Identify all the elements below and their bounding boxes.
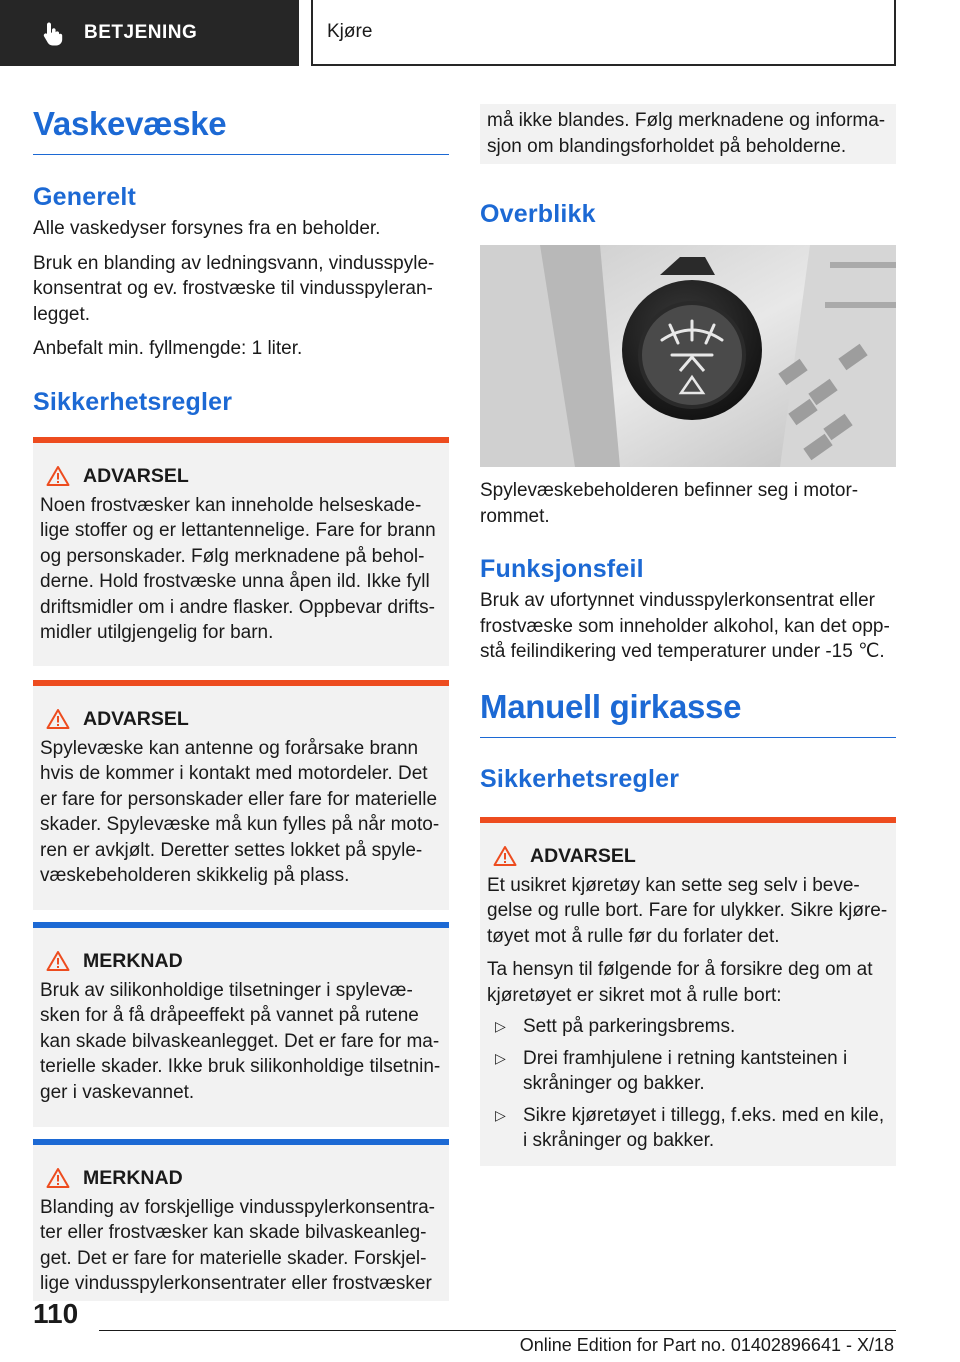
paragraph: Bruk av ufortynnet vindusspylerkonsentrat eller frostvæske som inneholder alkohol, kan det opp-stå feilindikering ved temperaturer under -15 ℃.: [480, 590, 890, 662]
main-heading-vaskevaeske: Vaskevæske: [33, 104, 449, 155]
note-box: [33, 922, 449, 1127]
left-column: [33, 104, 449, 1301]
hand-pointer-icon: [40, 20, 66, 46]
heading-generelt: Generelt: [33, 183, 137, 211]
paragraph: Alle vaskedyser forsynes fra en beholder.: [33, 218, 381, 239]
warning-box: [480, 817, 896, 1166]
list-item: ▷ Sett på parkeringsbrems.: [487, 1014, 888, 1040]
edition-text: Online Edition for Part no. 01402896641 - X/18: [519, 1335, 894, 1355]
warning-triangle-icon: [46, 708, 70, 730]
triangle-bullet-icon: ▷: [495, 1049, 506, 1066]
note-text: Bruk av silikonholdige tilsetninger i spylevæ-sken for å få dråpeeffekt på vannet på rutene kan skade bilvaskeanlegget. Det er fare for ma-terielle skader. Ikke bruk silikonholdige tilsetnin-ger i vaskevannet.: [40, 979, 441, 1103]
warning-triangle-icon: [46, 950, 70, 972]
note-title: MERKNAD: [40, 1167, 441, 1190]
heading-sikkerhetsregler: Sikkerhetsregler: [480, 764, 680, 793]
note-title: MERKNAD: [40, 950, 441, 973]
photo-caption: Spylevæskebeholderen befinner seg i motor-rommet.: [480, 480, 859, 527]
note-text: Blanding av forskjellige vindusspylerkonsentra-ter eller frostvæsker kan skade bilvaskeanleg-get. Det er fare for materielle skader. Forskjel-lige vindusspylerkonsentrater eller frostvæsker: [40, 1196, 435, 1294]
note-box-continued: [480, 104, 896, 164]
chapter-label: Kjøre: [327, 21, 373, 42]
heading-overblikk: Overblikk: [480, 200, 596, 228]
footer-divider: [99, 1330, 896, 1331]
right-column: [480, 104, 896, 1166]
triangle-bullet-icon: ▷: [495, 1106, 506, 1123]
paragraph: Bruk en blanding av ledningsvann, vindusspyle-konsentrat og ev. frostvæske til vindusspyleran-legget.: [33, 252, 435, 325]
washer-reservoir-illustration: [480, 245, 896, 467]
note-box: [33, 1139, 449, 1301]
warning-box: [33, 680, 449, 910]
section-label: BETJENING: [84, 22, 198, 43]
warning-title: ADVARSEL: [40, 708, 441, 731]
warning-triangle-icon: [493, 845, 517, 867]
steps-list: [487, 1014, 888, 1154]
main-heading-manuell-girkasse: Manuell girkasse: [480, 687, 896, 738]
list-item: ▷ Drei framhjulene i retning kantsteinen i skråninger og bakker.: [487, 1046, 888, 1097]
warning-triangle-icon: [46, 465, 70, 487]
heading-funksjonsfeil: Funksjonsfeil: [480, 555, 644, 583]
paragraph: Anbefalt min. fyllmengde: 1 liter.: [33, 338, 303, 359]
page-number: 110: [33, 1298, 79, 1329]
washer-reservoir-photo: [480, 245, 896, 467]
warning-text: Noen frostvæsker kan inneholde helseskade-lige stoffer og er lettantennelige. Fare for brann og personskader. Følg merknadene på behol-derne. Hold frostvæske unna åpen ild. Ikke fyll driftsmidler om i andre flasker. Oppbevar drifts-midler utilgjengelig for barn.: [40, 494, 436, 643]
note-text-continued: må ikke blandes. Følg merknadene og informa-sjon om blandingsforholdet på beholderne.: [487, 110, 886, 157]
warning-title: ADVARSEL: [487, 845, 888, 868]
list-item: ▷ Sikre kjøretøyet i tillegg, f.eks. med en kile, i skråninger og bakker.: [487, 1103, 888, 1154]
warning-title: ADVARSEL: [40, 465, 441, 488]
triangle-bullet-icon: ▷: [495, 1018, 506, 1034]
heading-sikkerhetsregler: Sikkerhetsregler: [33, 387, 233, 416]
warning-box: [33, 437, 449, 666]
section-tab: [0, 0, 299, 66]
warning-triangle-icon: [46, 1167, 70, 1189]
chapter-tab: [311, 0, 896, 66]
warning-text: Ta hensyn til følgende for å forsikre deg om at kjøretøyet er sikret mot å rulle bort:: [487, 959, 873, 1006]
warning-text: Et usikret kjøretøy kan sette seg selv i beve-gelse og rulle bort. Fare for ulykker. Sikre kjøre-tøyet mot å rulle før du forlater det.: [487, 874, 888, 947]
warning-text: Spylevæske kan antenne og forårsake brann hvis de kommer i kontakt med motordeler. Det er fare for personskader eller fare for materielle skader. Spylevæske må kun fylles på når moto-ren er avkjølt. Deretter settes lokket på spyle-væskebeholderen skikkelig på plass.: [40, 737, 440, 886]
